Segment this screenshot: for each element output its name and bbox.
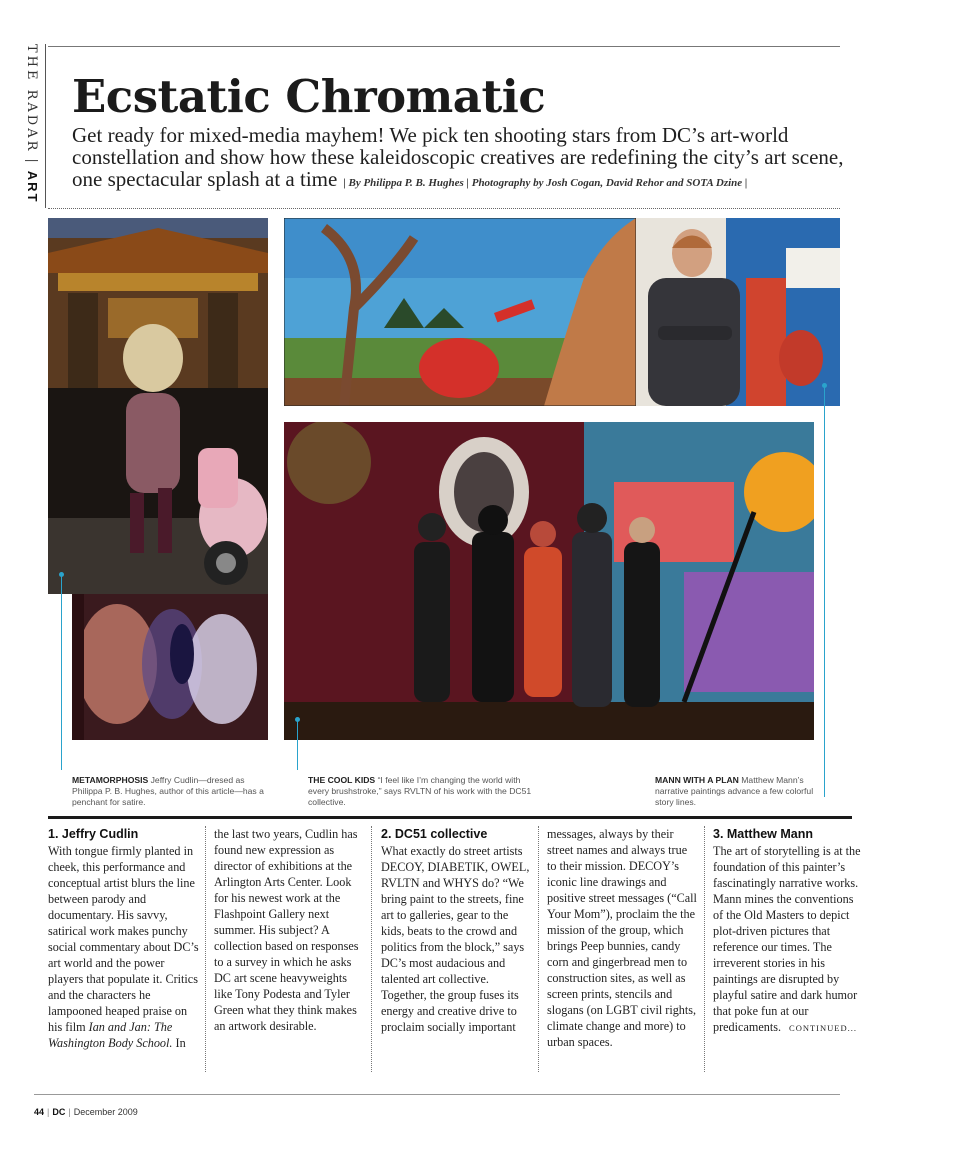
column-1 (48, 826, 200, 1051)
section-label (18, 44, 46, 204)
column-divider (371, 826, 372, 1072)
page-number: 44 (34, 1107, 45, 1117)
top-rule (48, 46, 840, 47)
column-text (713, 843, 863, 1036)
deck-divider (48, 208, 840, 209)
profile-heading: 1. Jeffry Cudlin (48, 827, 139, 841)
section-category: ART (25, 170, 40, 204)
column-text-tail: In (172, 1036, 186, 1050)
column-text: messages, always by their street names and always true to their mission. DECOY’s iconic line drawings and positive street messages (“Call Your Mom”), proclaim the the mission of the group, which brings Peep bunnies, candy corn and gingerbread men to construction sites, as well as screen prints, stencils and slogans (on LGBT civil rights, climate change and more) to urban spaces. (547, 827, 697, 1049)
column-divider (538, 826, 539, 1072)
column-text-body: With tongue firmly planted in cheek, this performance and conceptual artist blurs the line between parody and documentary. His savvy, satirical work makes punchy social commentary about DC’s art world and the power players that populate it. Critics and the characters he lampooned heaped praise on his film (48, 844, 199, 1034)
caption-title: THE COOL KIDS (308, 775, 376, 785)
column-5 (713, 826, 863, 1036)
column-2 (214, 826, 366, 1034)
column-divider (704, 826, 705, 1072)
caption-title: METAMORPHOSIS (72, 775, 149, 785)
column-text: the last two years, Cudlin has found new expression as director of exhibitions at the Arlington Arts Center. Look for his newest work at the Flashpoint Gallery next summer. His subject? A collection based on responses to a survey in which he asks DC art scene heavyweights like Tony Podesta and Tyler Green what they think makes an artwork desirable. (214, 827, 359, 1033)
caption-title: MANN WITH A PLAN (655, 775, 739, 785)
column-text: What exactly do street artists DECOY, DIABETIK, OWEL, RVLTN and WHYS do? “We bring paint to the streets, fine art to galleries, gear to the kids, beats to the crowd and politics from the block,” says DC’s most audacious and talented art collective. Together, the group fuses its energy and creative drive to proclaim socially important (381, 844, 530, 1034)
profile-heading: 2. DC51 collective (381, 827, 488, 841)
photo-cudlin-scooter (48, 218, 268, 594)
deck-text: Get ready for mixed-media mayhem! We pick ten shooting stars from DC’s art-world constellation and show how these kaleidoscopic creatives are redefining the city’s art scene, one spectacular splash at a time (72, 123, 844, 191)
caption-text: Matthew Mann’s narrative paintings advance a few colorful story lines. (655, 775, 814, 807)
caption-pointer-line (824, 387, 825, 797)
caption-cool-kids (308, 775, 533, 808)
column-4 (547, 826, 699, 1050)
footer-rule (34, 1094, 840, 1095)
folio-divider: | (68, 1107, 71, 1117)
caption-text: “I feel like I’m changing the world with every brushstroke,” says RVLTN of his work with the DC51 collective. (308, 775, 532, 807)
film-title: Ian and Jan: The Washington Body School. (48, 1020, 173, 1050)
caption-mann-plan (655, 775, 820, 808)
continued-marker: CONTINUED... (789, 1023, 857, 1033)
article-deck (72, 124, 862, 194)
deck-credits: | By Philippa P. B. Hughes | Photography by Josh Cogan, David Rehor and SOTA Dzine | (343, 177, 748, 189)
caption-text: Jeffry Cudlin—dresed as Philippa P. B. Hughes, author of this article—has a penchant for satire. (72, 775, 264, 807)
caption-metamorphosis (72, 775, 277, 808)
section-name: THE RADAR (24, 44, 39, 154)
section-divider: | (24, 158, 39, 166)
column-3 (381, 826, 533, 1035)
column-text (48, 843, 200, 1051)
issue-date: December 2009 (73, 1107, 138, 1117)
article-headline: Ecstatic Chromatic (72, 70, 546, 123)
caption-pointer-line (297, 721, 298, 770)
folio-divider: | (47, 1107, 50, 1117)
page-folio (34, 1107, 138, 1117)
profile-heading: 3. Matthew Mann (713, 827, 814, 841)
body-rule (48, 816, 852, 819)
photo-dc51-group (284, 422, 814, 740)
photo-metamorphosis (72, 594, 268, 740)
side-rule (45, 44, 46, 208)
photo-matthew-mann (636, 218, 840, 406)
magazine-name: DC (52, 1107, 66, 1117)
column-divider (205, 826, 206, 1072)
caption-pointer-line (61, 576, 62, 770)
photo-mural-painting (284, 218, 636, 406)
column-text-body: The art of storytelling is at the foundation of this painter’s fascinatingly narrative works. Mann mines the conventions of the Old Masters to depict plot-driven pictures that reference our times. The irreverent stories in his paintings are disrupted by playful satire and dark humor that poke fun at our predicaments. (713, 844, 861, 1034)
